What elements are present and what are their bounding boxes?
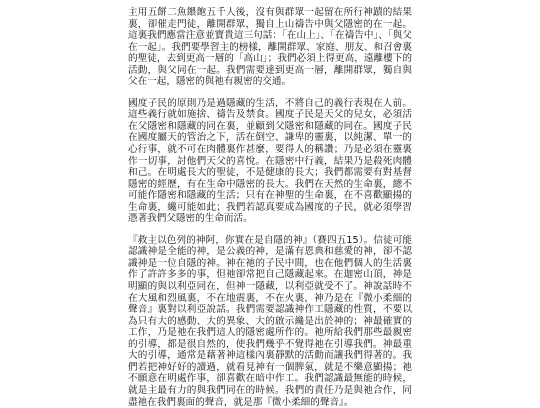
paragraph-3: 『救主以色列的神阿，你實在是自隱的神』（賽四五15）。信徒可能認識神是全能的神，是公義的神，是滿有恩典和慈愛的神，卻不認識神是一位自隱的神。神在祂的子民中間，也在他們個人的生活裏作了許許多多的事，但祂卻常把自己隱藏起來。在迦密山頂，神是明顯的與以利亞同在，但神一隱藏，以利亞就受不了。神說話時不在大風和烈風裏，不在地震裏，不在火裏，神乃是在『微小柔細的聲音』裏對以利亞說話。我們需要認識神作工隱藏的性質，不要以為只有大的感動、大的異象、大的啟示纔是出於神的；神最確實的工作，乃是祂在我們這人的隱密處所作的。祂所給我們那些最親密的引導，都是很自然的，使我們幾乎不覺得祂在引導我們。神最重大的引導，通常是藉著神這樣內裏靜默的活動而讓我們得著的。我們若把神好好的讀過，就看見神有一個脾氣，就是不樂意顯揚；祂不願意在明處作事，卻喜歡在暗中作工。我們認識最無能的時候，就是主最有力的與我們同在的時候。我們的責任乃是與祂合作，同盡祂在我們裏面的聲音，就是那『微小柔細的聲音』。 bbox=[128, 234, 412, 408]
document-page bbox=[128, 7, 412, 408]
paragraph-2: 國度子民的原則乃是過隱藏的生活，不將自己的義行表現在人前。這些義行就如施捨、禱告及禁食。國度子民是天父的兒女，必須活在父隱密和隱藏的同在裏，並顧到父隱密和隱藏的同在。國度子民在國度屬天的管治之下，活在倒空、謙卑的靈裏，以純潔、單一的心行事，就不可在肉體裏作甚麼，要得人的稱讚；乃是必須在靈裏作一切事，討他們天父的喜悅。在隱密中行義，結果乃是殺死肉體和己。在明處長大的聖徒，不是健康的長大；我們都需要有對基督隱密的經歷，有在生命中隱密的長大。我們在天然的生命裏，總不可能作隱密和隱藏的生活；只有在神聖的生命裏，在不喜歡顯揚的生命裏，纔可能如此；我們若認真要成為國度的子民，就必須學習憑著我們父隱密的生命而活。 bbox=[128, 97, 412, 225]
paragraph-1: 主用五餅二魚餵飽五千人後，沒有與群眾一起留在所行神蹟的結果裏，卻催走門徒，離開群眾，獨自上山禱告中與父隱密的在一起。這裏我們應當注意並寶貴這三句話：「在山上」、「在禱告中」、「與父在一起」。我們要學習主的榜樣，離開群眾、家庭、朋友、和召會裏的聖徒，去到更高一層的「高山」；我們必須上得更高，遠離樓下的活動，與父同在一起。我們需要達到更高一層，離開群眾，獨自與父在一起，隱密的與祂有親密的交通。 bbox=[128, 7, 412, 88]
